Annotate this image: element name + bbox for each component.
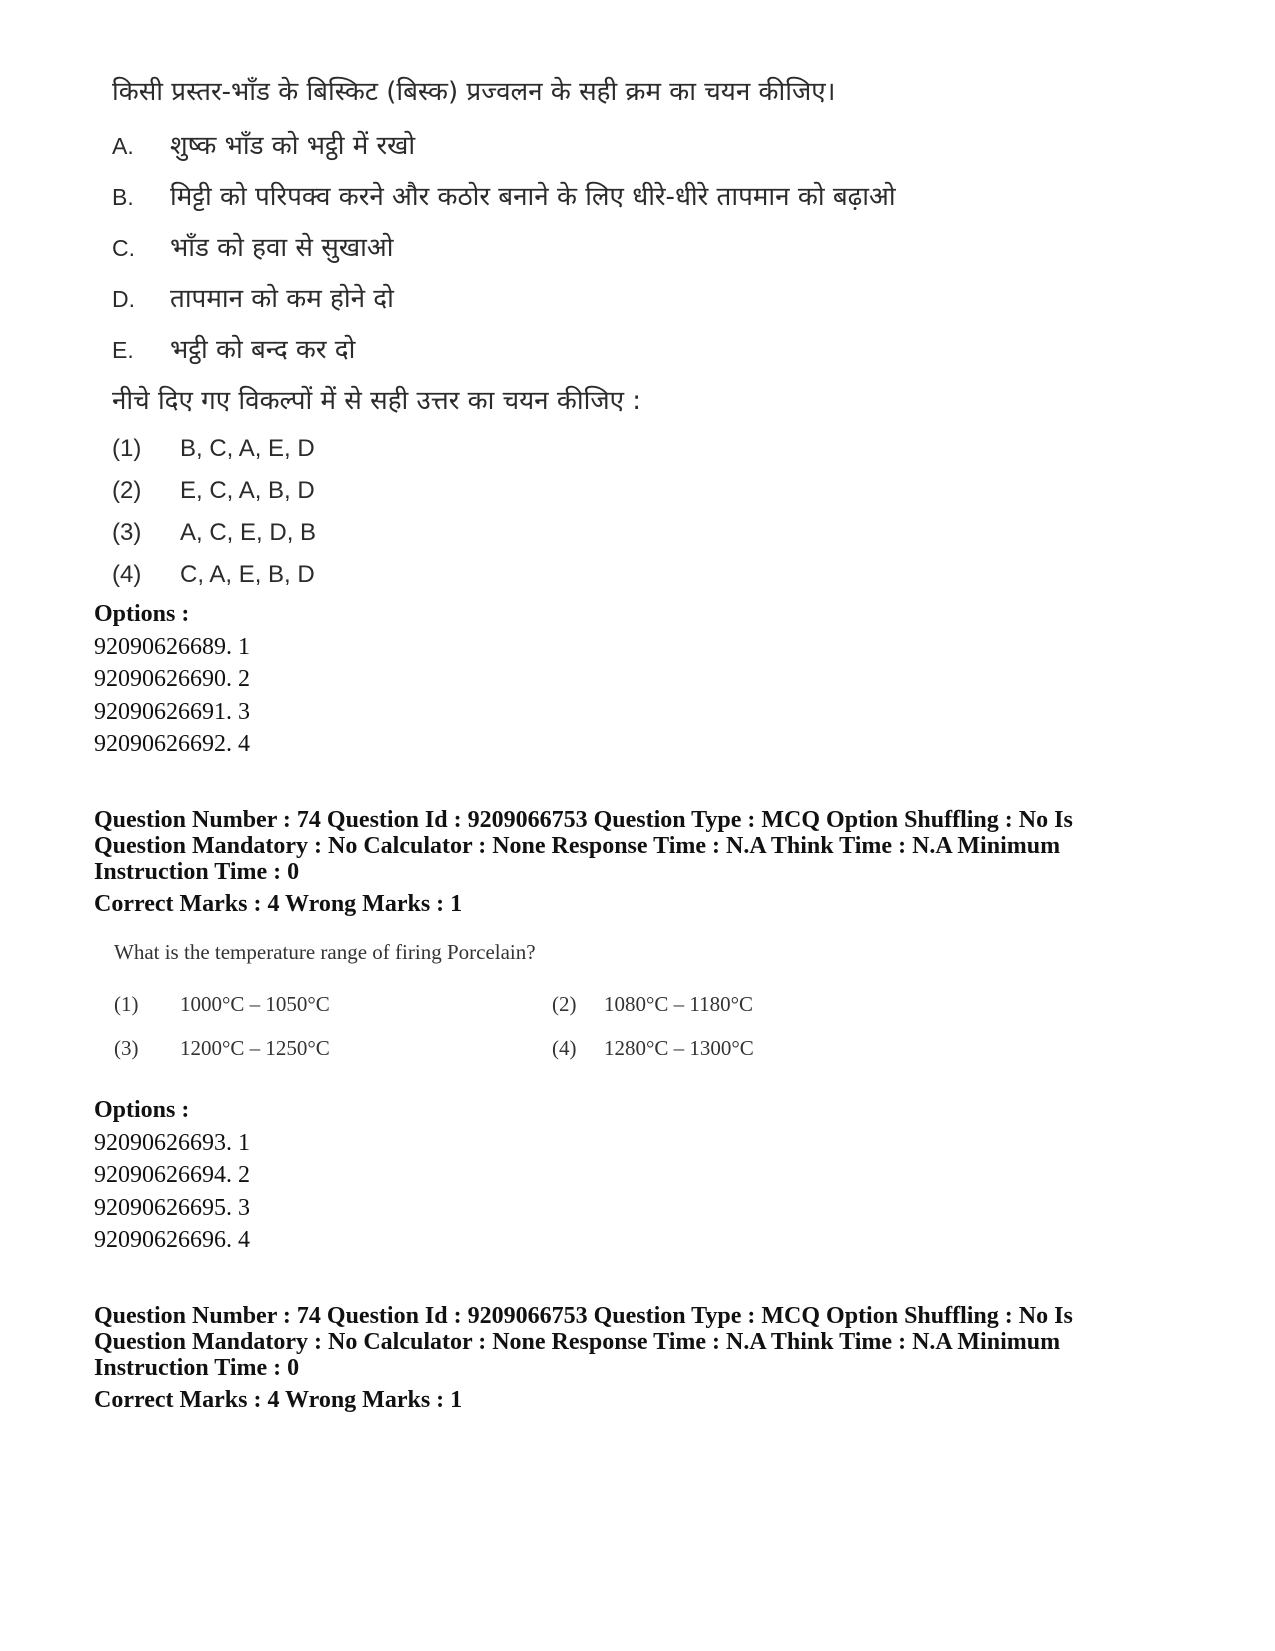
option-item: 92090626694. 2 <box>94 1162 250 1188</box>
meta-line: Question Number : 74 Question Id : 9209066753 Question Type : MCQ Option Shuffling : No Is <box>94 807 1073 833</box>
choice-number: (2) <box>112 477 142 504</box>
choice-text: C, A, E, B, D <box>180 561 315 588</box>
statement-text: भाँड को हवा से सुखाओ <box>170 233 394 263</box>
statement-letter: E. <box>112 337 134 363</box>
choice-text: 1000°C – 1050°C <box>180 992 330 1016</box>
choice-number: (3) <box>112 519 142 546</box>
marks-line: Correct Marks : 4 Wrong Marks : 1 <box>94 1387 463 1413</box>
choice-number: (2) <box>552 992 577 1016</box>
option-item: 92090626692. 4 <box>94 731 250 757</box>
meta-line: Question Mandatory : No Calculator : None Response Time : N.A Think Time : N.A Minimum <box>94 833 1061 859</box>
question-meta <box>94 807 1094 885</box>
choice-text: 1280°C – 1300°C <box>604 1036 754 1060</box>
option-item: 92090626691. 3 <box>94 698 250 725</box>
statement-e <box>112 330 355 366</box>
option-item: 92090626690. 2 <box>94 666 250 692</box>
question-stem: किसी प्रस्तर-भाँड के बिस्किट (बिस्क) प्रज्वलन के सही क्रम का चयन कीजिए। <box>112 77 836 107</box>
options-label: Options : <box>94 601 190 627</box>
statement-text: शुष्क भाँड को भट्ठी में रखो <box>170 131 416 161</box>
statement-text: भट्ठी को बन्द कर दो <box>170 335 356 365</box>
options-list <box>94 1094 250 1257</box>
choice-text: B, C, A, E, D <box>180 435 315 462</box>
option-item: 92090626696. 4 <box>94 1227 250 1253</box>
meta-line: Instruction Time : 0 <box>94 1355 300 1381</box>
meta-line: Question Mandatory : No Calculator : None Response Time : N.A Think Time : N.A Minimum <box>94 1329 1061 1355</box>
choice-text: E, C, A, B, D <box>180 477 315 504</box>
option-item: 92090626693. 1 <box>94 1129 250 1156</box>
choice-number: (3) <box>114 1036 139 1060</box>
choice-number: (1) <box>112 435 142 462</box>
answer-choice-2 <box>112 477 315 505</box>
answer-choice-1 <box>114 992 330 1017</box>
question-meta <box>94 1303 1094 1381</box>
question-instruction: नीचे दिए गए विकल्पों में से सही उत्तर का चयन कीजिए : <box>112 386 642 416</box>
choice-number: (4) <box>112 561 142 588</box>
choice-text: 1080°C – 1180°C <box>604 992 754 1016</box>
options-list <box>94 598 250 761</box>
statement-letter: C. <box>112 235 135 261</box>
meta-line: Question Number : 74 Question Id : 9209066753 Question Type : MCQ Option Shuffling : No Is <box>94 1303 1073 1329</box>
answer-choice-3 <box>114 1036 330 1061</box>
choice-text: 1200°C – 1250°C <box>180 1036 330 1060</box>
statement-text: मिट्टी को परिपक्व करने और कठोर बनाने के लिए धीरे-धीरे तापमान को बढ़ाओ <box>170 182 896 212</box>
statement-letter: B. <box>112 184 134 210</box>
choice-number: (4) <box>552 1036 577 1060</box>
answer-choice-1 <box>112 435 315 463</box>
answer-choice-4 <box>552 1036 754 1061</box>
choice-number: (1) <box>114 992 139 1016</box>
options-label: Options : <box>94 1097 190 1123</box>
statement-d <box>112 279 394 315</box>
marks-line: Correct Marks : 4 Wrong Marks : 1 <box>94 891 463 917</box>
statement-c <box>112 228 393 264</box>
option-item: 92090626689. 1 <box>94 633 250 660</box>
statement-b <box>112 177 896 213</box>
question-stem: What is the temperature range of firing Porcelain? <box>114 940 536 964</box>
statement-letter: A. <box>112 133 134 159</box>
choice-text: A, C, E, D, B <box>180 519 317 546</box>
answer-choice-3 <box>112 519 316 547</box>
option-item: 92090626695. 3 <box>94 1194 250 1221</box>
answer-choice-4 <box>112 561 315 589</box>
answer-choice-2 <box>552 992 753 1017</box>
statement-letter: D. <box>112 286 135 312</box>
meta-line: Instruction Time : 0 <box>94 859 300 885</box>
statement-text: तापमान को कम होने दो <box>170 284 394 314</box>
statement-a <box>112 126 415 162</box>
